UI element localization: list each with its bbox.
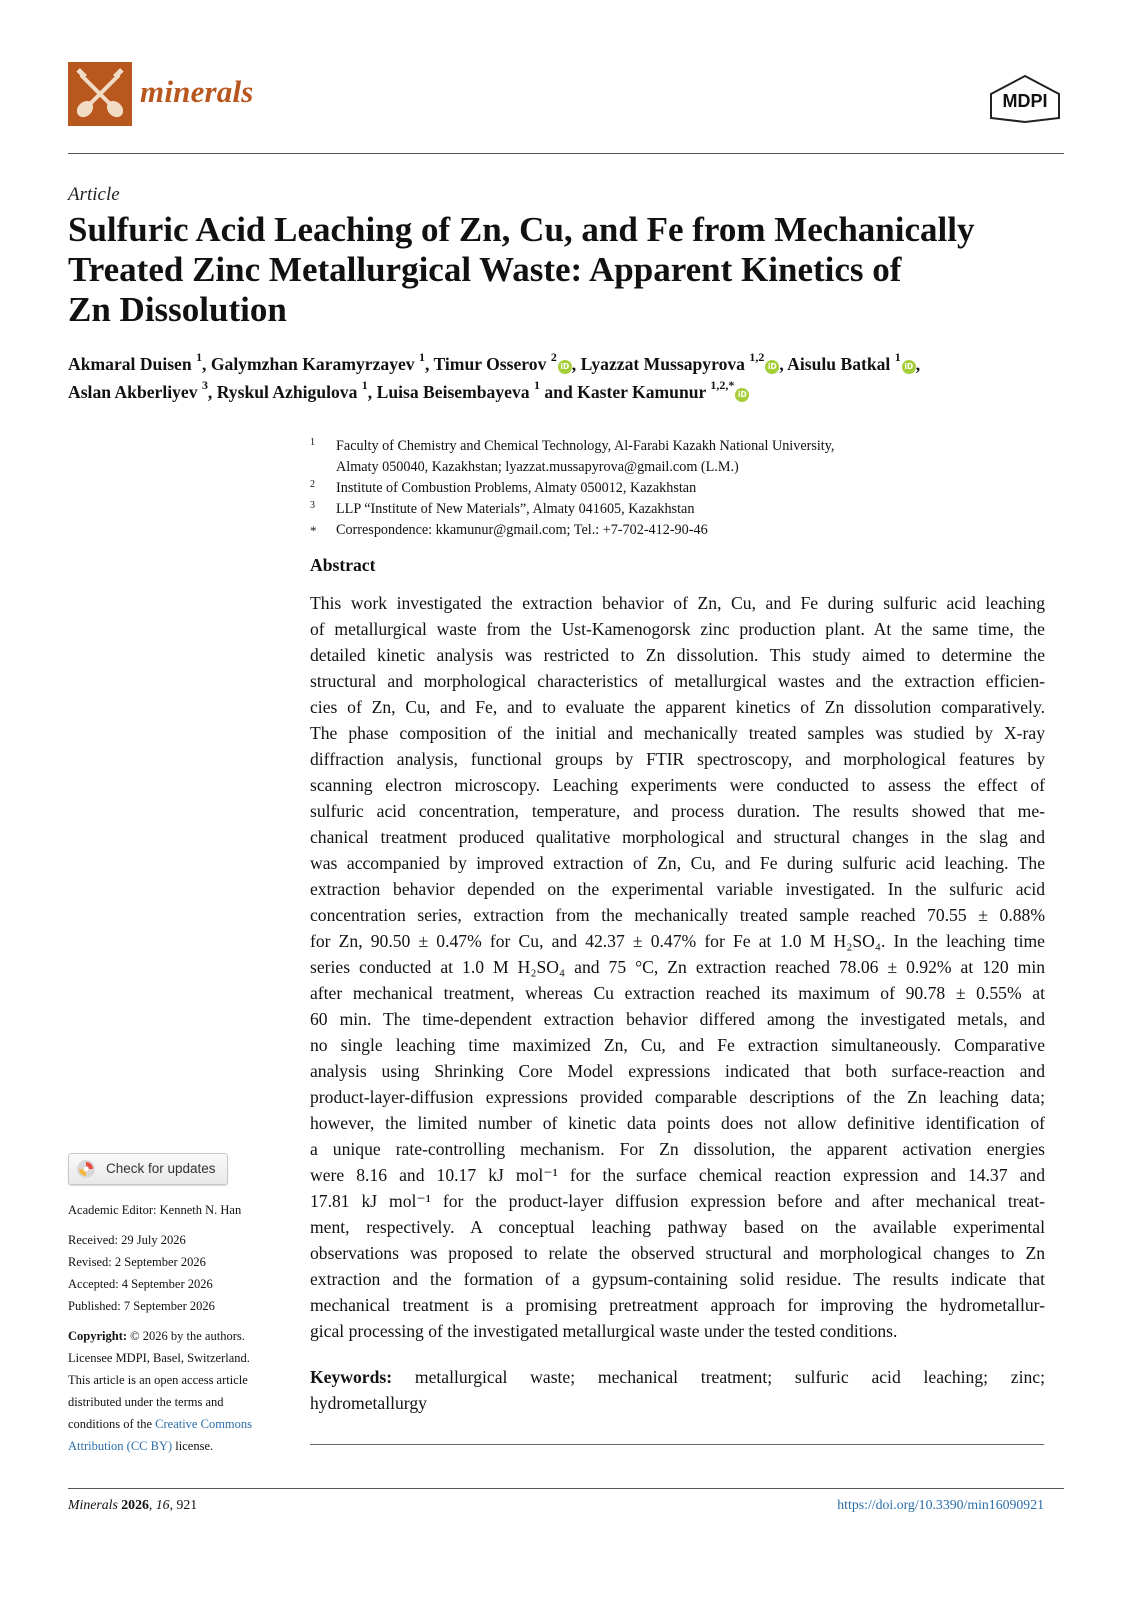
orcid-icon[interactable]: iD [558, 360, 572, 374]
copyright-text: distributed under the terms and [68, 1395, 224, 1409]
author-name[interactable]: Aisulu Batkal [787, 354, 891, 374]
publisher-logo [985, 74, 1065, 129]
check-for-updates-button[interactable] [68, 1153, 228, 1185]
affiliation-text: LLP “Institute of New Materials”, Almaty 041605, Kazakhstan [336, 501, 695, 517]
abstract-line: for Zn, 90.50 ± 0.47% for Cu, and 42.37 ± 0.47% for Fe at 1.0 M H₂SO₄. In the leaching time [310, 931, 1045, 951]
author-name[interactable]: Timur Osserov [433, 354, 547, 374]
doi-link[interactable]: https://doi.org/10.3390/min16090921 [837, 1497, 1044, 1512]
affiliation-text: Almaty 050040, Kazakhstan; lyazzat.mussapyrova@gmail.com (L.M.) [336, 459, 739, 475]
author-affiliation: 1 [419, 350, 425, 365]
abstract-line: of metallurgical waste from the Ust-Kamenogorsk zinc production plant. At the same time, the [310, 619, 1045, 639]
author-name[interactable]: Lyazzat Mussapyrova [580, 354, 745, 374]
affiliation-text: Faculty of Chemistry and Chemical Technology, Al-Farabi Kazakh National University, [336, 438, 835, 454]
affiliation-item [310, 520, 1070, 541]
abstract-line: concentration series, extraction from the mechanically treated sample reached 70.55 ± 0.88% [310, 905, 1045, 925]
date-published: Published: 7 September 2026 [68, 1299, 215, 1313]
author-affiliation: 1 [361, 378, 368, 393]
article-type: Article [68, 184, 120, 205]
abstract-line: product-layer-diffusion expressions provided comparable descriptions of the Zn leaching data; [310, 1087, 1045, 1107]
abstract-line: analysis using Shrinking Core Model expressions indicated that both surface-reaction and [310, 1061, 1045, 1081]
abstract-line: ment, respectively. A conceptual leaching pathway based on the available experimental [310, 1217, 1045, 1237]
affiliation-item [310, 436, 1070, 478]
author-name[interactable]: Galymzhan Karamyrzayev [210, 354, 415, 374]
keywords-label: Keywords: [310, 1367, 393, 1387]
date-received: Received: 29 July 2026 [68, 1233, 186, 1247]
footer-volume: 16 [155, 1497, 170, 1512]
author-affiliation: 1 [894, 350, 901, 365]
affiliation-item [310, 478, 1070, 499]
keywords-divider [310, 1444, 1044, 1445]
abstract-line: extraction behavior depended on the experimental variable investigated. In the sulfuric acid [310, 879, 1045, 899]
author-conjunction: and [544, 382, 573, 402]
keywords-text: metallurgical waste; mechanical treatment; sulfuric acid leaching; zinc; [414, 1367, 1045, 1387]
abstract-line: were 8.16 and 10.17 kJ mol⁻¹ for the surface chemical reaction expression and 14.37 and [310, 1165, 1045, 1185]
copyright-text: This article is an open access article [68, 1373, 248, 1387]
abstract-line: a unique rate-controlling mechanism. For Zn dissolution, the apparent activation energies [310, 1139, 1045, 1159]
abstract-line: chanical treatment produced qualitative morphological and structural changes in the slag and [310, 827, 1045, 847]
abstract-body [310, 590, 1045, 1344]
copyright-line [68, 1325, 293, 1347]
footer-journal: Minerals [68, 1497, 118, 1512]
author-affiliation: 1 [533, 378, 540, 393]
footer-article-number: 921 [176, 1497, 198, 1512]
copyright-text: © 2026 by the authors. [130, 1329, 245, 1343]
abstract-line: scanning electron microscopy. Leaching experiments were conducted to assess the effect of [310, 775, 1045, 795]
license-link[interactable]: Creative Commons [155, 1417, 253, 1431]
abstract-line: observations was proposed to relate the observed structural and morphological changes to Zn [310, 1243, 1045, 1263]
citation: Minerals 2026, 16, 921 [68, 1497, 198, 1512]
author-affiliation: 1,2,* [710, 378, 735, 393]
abstract-line: extraction and the formation of a gypsum-containing solid residue. The results indicate that [310, 1269, 1045, 1289]
orcid-icon[interactable]: iD [765, 360, 779, 374]
author-name[interactable]: Aslan Akberliyev [68, 382, 198, 402]
journal-logo [68, 62, 132, 126]
header-divider [68, 153, 1064, 154]
abstract-line: 17.81 kJ mol⁻¹ for the product-layer diffusion expression before and after mechanical treat- [310, 1191, 1045, 1211]
title-line: Sulfuric Acid Leaching of Zn, Cu, and Fe from Mechanically [68, 210, 975, 249]
academic-editor: Academic Editor: Kenneth N. Han [68, 1203, 242, 1217]
copyright-text: conditions of the [68, 1417, 153, 1431]
author-name[interactable]: Akmaral Duisen [68, 354, 192, 374]
affiliation-text: Institute of Combustion Problems, Almaty 050012, Kazakhstan [336, 480, 697, 496]
author-affiliation: 2 [550, 350, 557, 365]
abstract-line: detailed kinetic analysis was restricted to Zn dissolution. This study aimed to determine the [310, 645, 1045, 665]
keywords [310, 1364, 1045, 1416]
orcid-icon[interactable]: iD [735, 388, 749, 402]
footer-year: 2026 [121, 1497, 149, 1512]
copyright-label: Copyright: [68, 1329, 128, 1343]
keywords-text: hydrometallurgy [310, 1393, 427, 1413]
abstract-line: however, the limited number of kinetic data points does not allow definitive identification of [310, 1113, 1045, 1133]
author-affiliation: 3 [201, 378, 208, 393]
copyright-text: license. [175, 1439, 214, 1453]
abstract-line: after mechanical treatment, whereas Cu extraction reached its maximum of 90.78 ± 0.55% at [310, 983, 1045, 1003]
check-updates-label: Check for updates [106, 1161, 216, 1176]
affiliation-mark: 1 [310, 437, 315, 448]
abstract-line: was accompanied by improved extraction of Zn, Cu, and Fe during sulfuric acid leaching. The [310, 853, 1045, 873]
date-revised: Revised: 2 September 2026 [68, 1255, 206, 1269]
keywords-line [310, 1364, 1045, 1390]
author-list: Akmaral Duisen $^1$, Galymzhan Karamyrzayev $^1$, Timur Osserov $^2$iD , Lyazzat Mussapyrova $^{1,2}$iD , Aisulu Batkal $^1$iD , Aslan Akberliyev $^3$, Ryskul Azhigulova $^1$, Luisa Beisembayeva $^1$ and Kaster Kamunur $^{1,2,*}$iD [68, 350, 921, 402]
author-name[interactable]: Luisa Beisembayeva [376, 382, 530, 402]
author-affiliation: 1,2 [749, 350, 765, 365]
affiliations [310, 436, 1070, 541]
correspondence-text: Correspondence: kkamunur@gmail.com; Tel.: +7-702-412-90-46 [336, 522, 708, 538]
affiliation-mark: 2 [310, 479, 315, 490]
date-accepted: Accepted: 4 September 2026 [68, 1277, 213, 1291]
orcid-icon[interactable]: iD [902, 360, 916, 374]
author-affiliation: 1 [196, 350, 203, 365]
abstract-line: diffraction analysis, functional groups by FTIR spectroscopy, and morphological features by [310, 749, 1045, 769]
abstract-line: gical processing of the investigated metallurgical waste under the tested conditions. [310, 1321, 898, 1341]
abstract-heading: Abstract [310, 555, 376, 575]
title-line: Zn Dissolution [68, 290, 287, 329]
copyright-line [68, 1413, 293, 1435]
abstract-line: structural and morphological characteristics of metallurgical wastes and the extraction efficien- [310, 671, 1045, 691]
affiliation-item [310, 499, 1070, 520]
article-title [68, 210, 1068, 330]
abstract-line: no single leaching time maximized Zn, Cu, and Fe extraction simultaneously. Comparative [310, 1035, 1045, 1055]
correspondence-mark: * [310, 523, 317, 538]
author-name[interactable]: Kaster Kamunur [577, 382, 707, 402]
journal-name: minerals [140, 74, 254, 109]
publisher-name: MDPI [1002, 91, 1048, 111]
abstract-line: sulfuric acid concentration, temperature, and process duration. The results showed that me- [310, 801, 1045, 821]
abstract-line: 60 min. The time-dependent extraction behavior differed among the investigated metals, and [310, 1009, 1045, 1029]
abstract-line: cies of Zn, Cu, and Fe, and to evaluate the apparent kinetics of Zn dissolution comparatively. [310, 697, 1045, 717]
abstract-line: mechanical treatment is a promising pretreatment approach for improving the hydrometallur- [310, 1295, 1045, 1315]
abstract-line: This work investigated the extraction behavior of Zn, Cu, and Fe during sulfuric acid leaching [310, 593, 1045, 613]
check-updates-icon [76, 1159, 96, 1179]
crossed-shovels-icon [68, 62, 132, 126]
copyright-text: Licensee MDPI, Basel, Switzerland. [68, 1351, 250, 1365]
abstract-line: The phase composition of the initial and mechanically treated samples was studied by X-ray [310, 723, 1045, 743]
author-name[interactable]: Ryskul Azhigulova [216, 382, 358, 402]
publication-info [68, 1199, 293, 1457]
copyright-line [68, 1435, 293, 1457]
license-link[interactable]: Attribution (CC BY) [68, 1439, 173, 1453]
title-line: Treated Zinc Metallurgical Waste: Apparent Kinetics of [68, 250, 902, 289]
footer-divider [68, 1488, 1064, 1489]
abstract-line: series conducted at 1.0 M H₂SO₄ and 75 °C, Zn extraction reached 78.06 ± 0.92% at 120 min [310, 957, 1045, 977]
affiliation-mark: 3 [310, 500, 315, 511]
